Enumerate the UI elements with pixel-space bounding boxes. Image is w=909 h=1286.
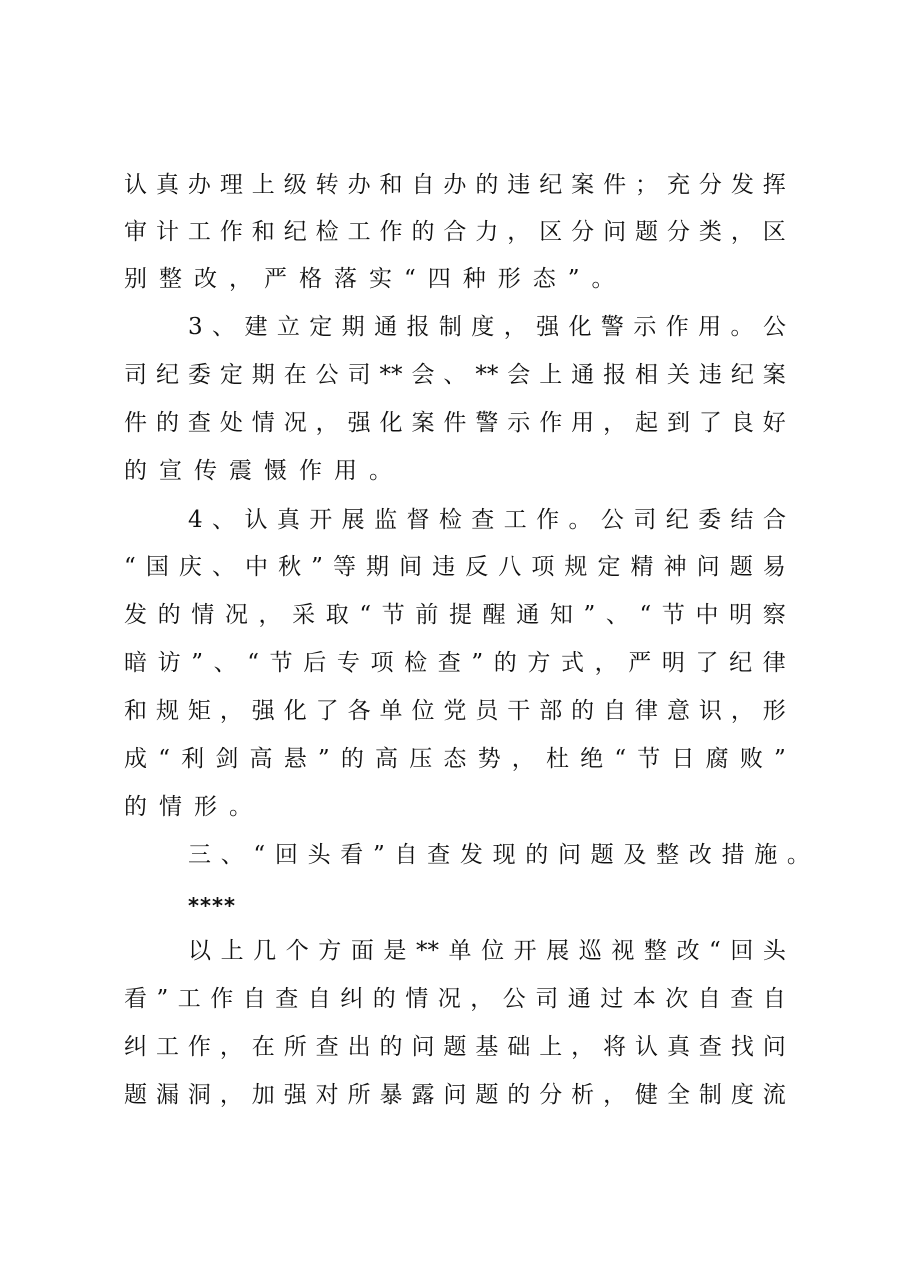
text-line: 成 “ 利 剑 高 悬 ” 的 高 压 态 势 ， 杜 绝 “ 节 日 腐 败 ” <box>124 746 786 772</box>
text-line: 别整改，严格落实“四种形态”。 <box>124 266 627 292</box>
text-line: 认 真 办 理 上 级 转 办 和 自 办 的 违 纪 案 件 ； 充 分 发 挥 <box>124 172 786 198</box>
text-line: 的宣传震慑作用。 <box>124 458 404 484</box>
text-line: 题 漏 洞 ， 加 强 对 所 暴 露 问 题 的 分 析 ， 健 全 制 度 流 <box>124 1082 786 1108</box>
text-line: 的情形。 <box>124 794 264 820</box>
section-heading: 三 、 “ 回 头 看 ” 自 查 发 现 的 问 题 及 整 改 措 施 。 <box>188 842 810 868</box>
text-line: 和 规 矩 ， 强 化 了 各 单 位 党 员 干 部 的 自 律 意 识 ， 形 <box>124 698 786 724</box>
text-line: 纠 工 作 ， 在 所 查 出 的 问 题 基 础 上 ， 将 认 真 查 找 问 <box>124 1034 786 1060</box>
text-line: 暗 访 ” 、 “ 节 后 专 项 检 查 ” 的 方 式 ， 严 明 了 纪 律 <box>124 650 786 676</box>
text-line: 4 、 认 真 开 展 监 督 检 查 工 作 。 公 司 纪 委 结 合 <box>188 507 786 533</box>
text-line: 件 的 查 处 情 况 ， 强 化 案 件 警 示 作 用 ， 起 到 了 良 好 <box>124 410 786 436</box>
text-line: “ 国 庆 、 中 秋 ” 等 期 间 违 反 八 项 规 定 精 神 问 题 易 <box>124 554 786 580</box>
text-line: 司 纪 委 定 期 在 公 司 ** 会 、 ** 会 上 通 报 相 关 违 纪 案 <box>124 362 786 388</box>
text-line: 审 计 工 作 和 纪 检 工 作 的 合 力 ， 区 分 问 题 分 类 ， 区 <box>124 219 786 245</box>
text-line: 发 的 情 况 ， 采 取 “ 节 前 提 醒 通 知 ” 、 “ 节 中 明 察 <box>124 602 786 628</box>
text-line: 3 、 建 立 定 期 通 报 制 度 ， 强 化 警 示 作 用 。 公 <box>188 314 786 340</box>
placeholder-text: **** <box>188 894 236 918</box>
text-line: 看 ” 工 作 自 查 自 纠 的 情 况 ， 公 司 通 过 本 次 自 查 自 <box>124 986 786 1012</box>
text-line: 以 上 几 个 方 面 是 ** 单 位 开 展 巡 视 整 改 “ 回 头 <box>188 938 786 964</box>
